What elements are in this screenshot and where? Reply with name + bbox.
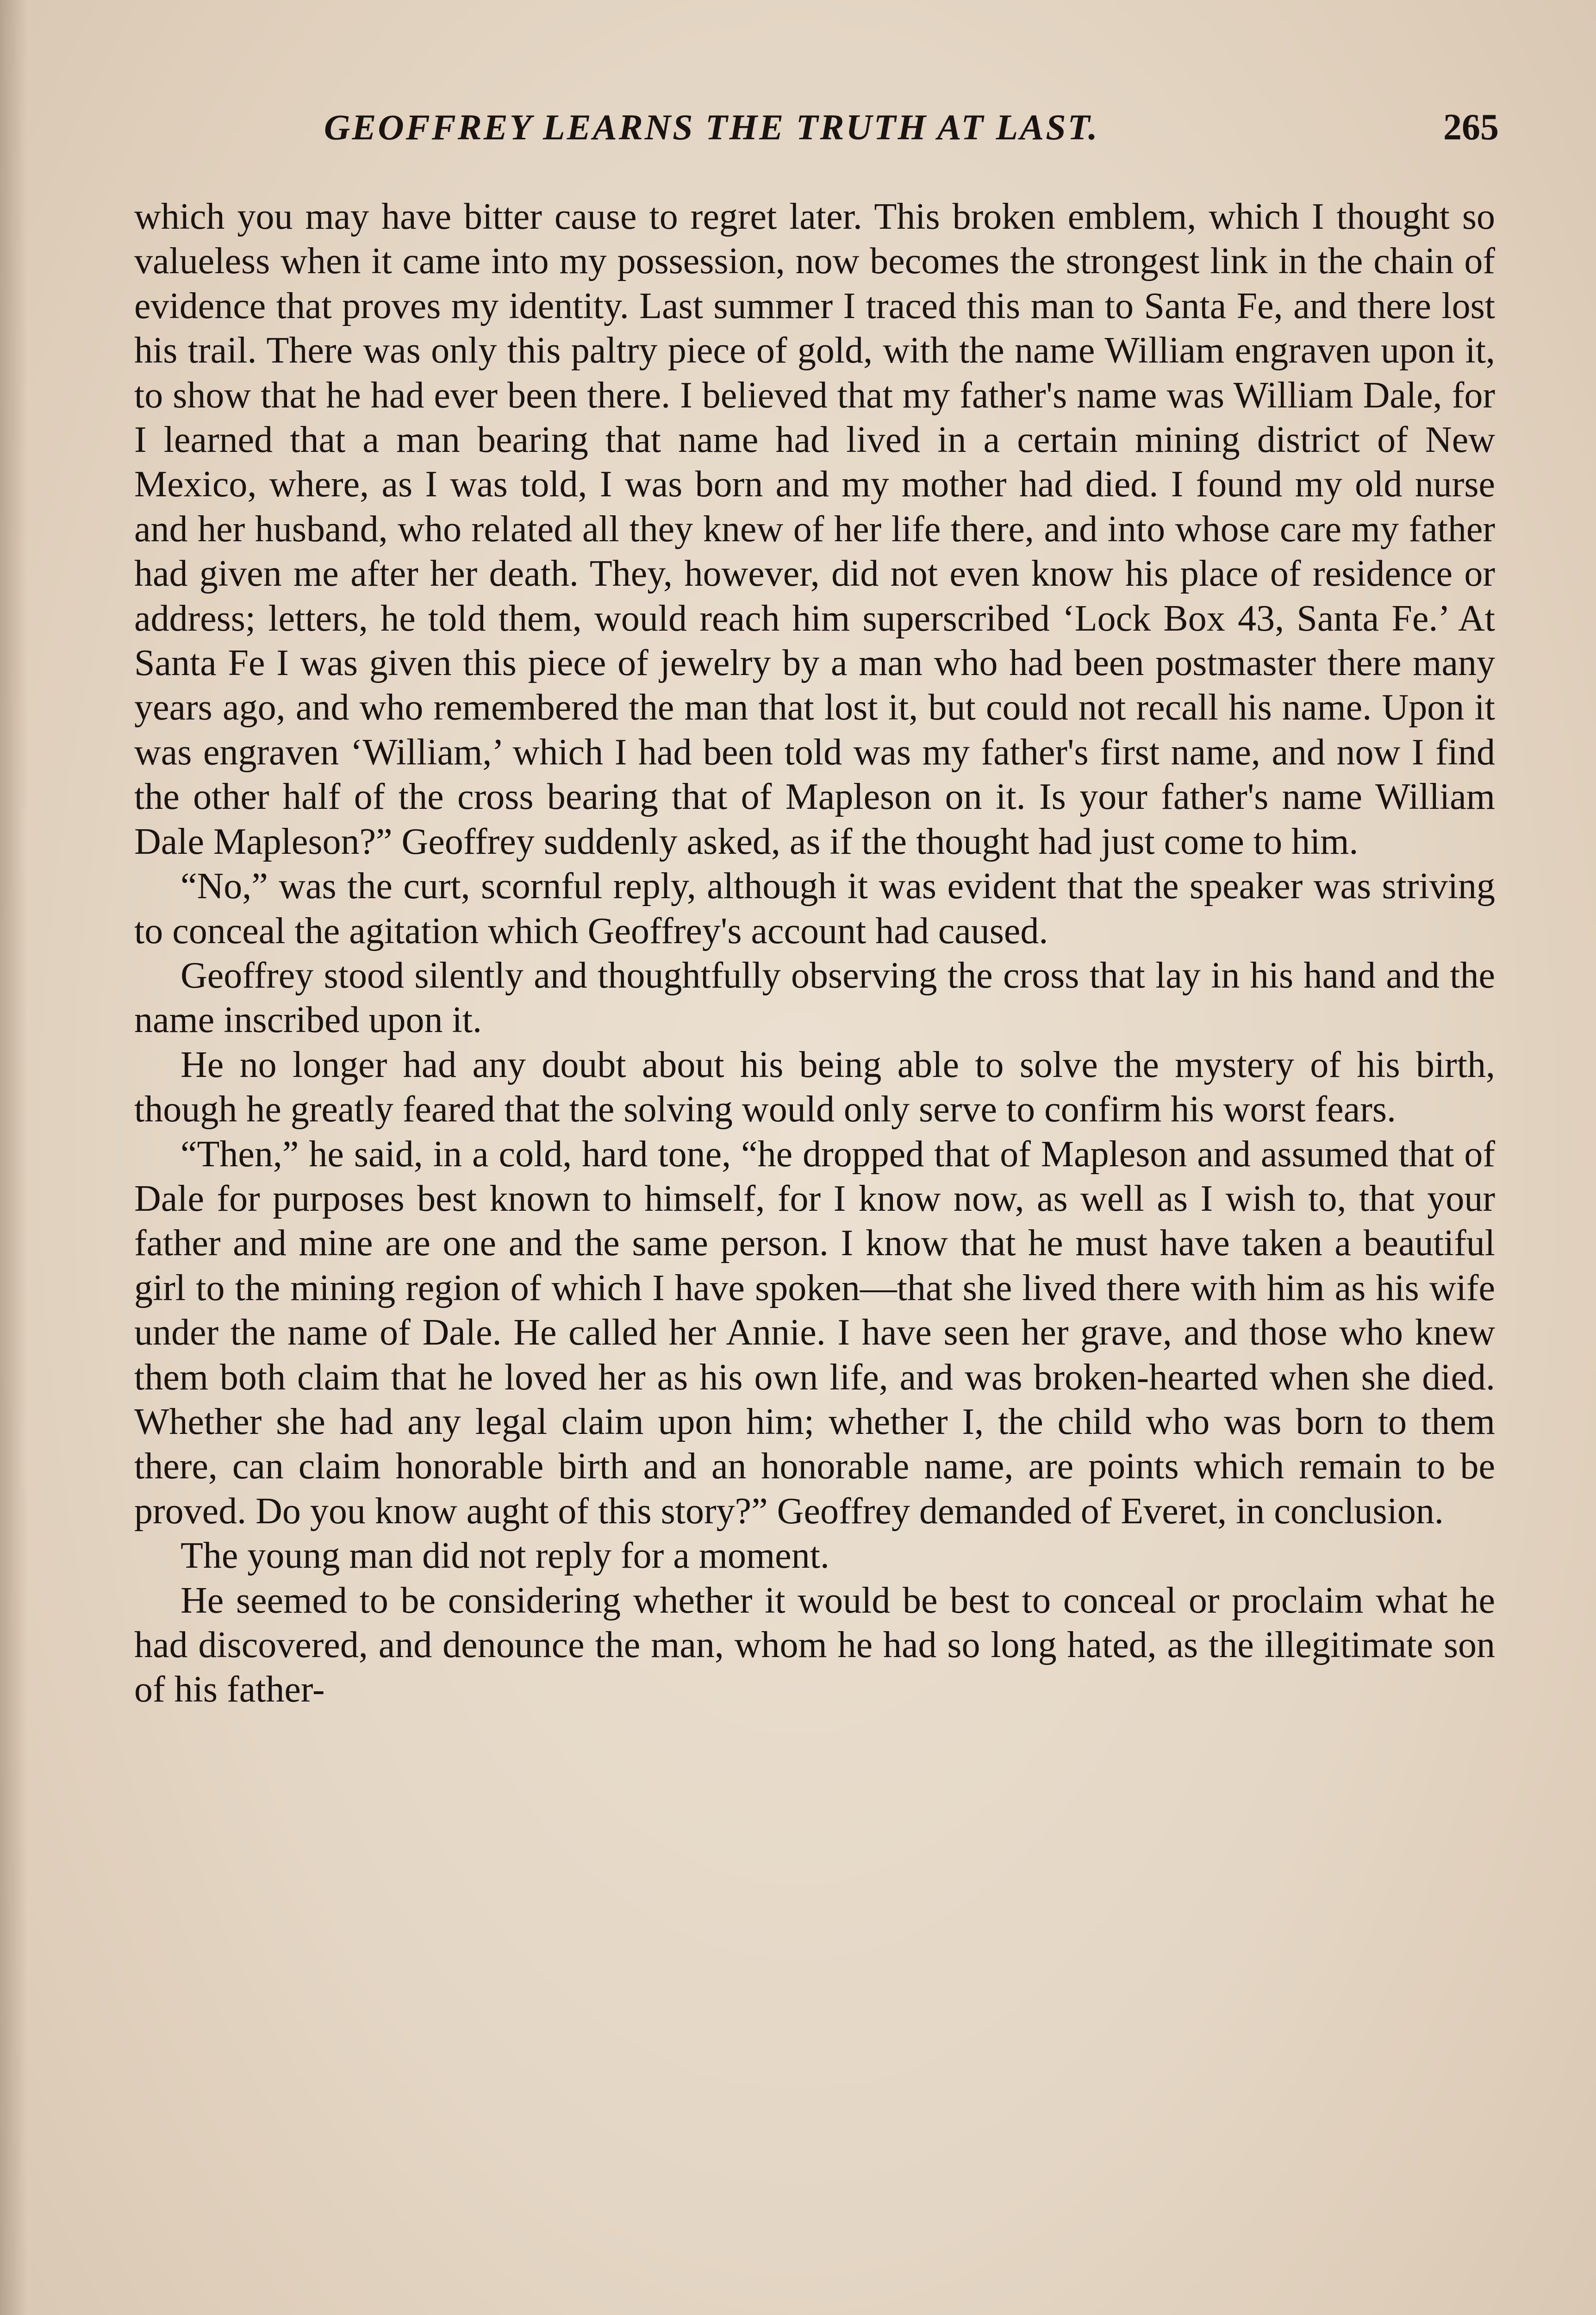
paragraph: which you may have bitter cause to regret later. This broken emblem, which I thought so valueless when it came into my possession, now becomes the strongest link in the chain of evidence that proves my identity. Last summer I traced this man to Santa Fe, and there lost his trail. There was only this paltry piece of gold, with the name William engraven upon it, to show that he had ever been there. I believed that my father's name was William Dale, for I learned that a man bearing that name had lived in a certain mining district of New Mexico, where, as I was told, I was born and my mother had died. I found my old nurse and her husband, who related all they knew of her life there, and into whose care my father had given me after her death. They, however, did not even know his place of residence or address; letters, he told them, would reach him superscribed ‘Lock Box 43, Santa Fe.’ At Santa Fe I was given this piece of jewelry by a man who had been postmaster there many years ago, and who remembered the man that lost it, but could not recall his name. Upon it was engraven ‘William,’ which I had been told was my father's first name, and now I find the other half of the cross bearing that of Mapleson on it. Is your father's name William Dale Mapleson?” Geoffrey suddenly asked, as if the thought had just come to him. [134,196,1495,862]
page-header [139,106,1499,157]
body-text [134,194,1495,1712]
running-head: GEOFFREY LEARNS THE TRUTH AT LAST. [324,107,1099,147]
paragraph: He no longer had any doubt about his being able to solve the mystery of his birth, though he greatly feared that the solving would only serve to confirm his worst fears. [134,1044,1495,1130]
paragraph: The young man did not reply for a moment. [181,1535,829,1577]
paragraph: He seemed to be considering whether it would be best to conceal or proclaim what he had discovered, and denounce the man, whom he had so long hated, as the illegitimate son of his father- [134,1580,1495,1710]
page-number: 265 [1443,107,1499,148]
paragraph: “No,” was the curt, scornful reply, although it was evident that the speaker was striving to conceal the agitation which Geoffrey's account had caused. [134,866,1495,951]
paragraph: “Then,” he said, in a cold, hard tone, “he dropped that of Mapleson and assumed that of Dale for purposes best known to himself, for I know now, as well as I wish to, that your father and mine are one and the same person. I know that he must have taken a beautiful girl to the mining region of which I have spoken—that she lived there with him as his wife under the name of Dale. He called her Annie. I have seen her grave, and those who knew them both claim that he loved her as his own life, and was broken-hearted when she died. Whether she had any legal claim upon him; whether I, the child who was born to them there, can claim honorable birth and an honorable name, are points which remain to be proved. Do you know aught of this story?” Geoffrey demanded of Everet, in conclusion. [134,1133,1495,1532]
spine-shadow [0,0,28,2315]
paragraph: Geoffrey stood silently and thoughtfully observing the cross that lay in his hand and the name inscribed upon it. [134,955,1495,1041]
